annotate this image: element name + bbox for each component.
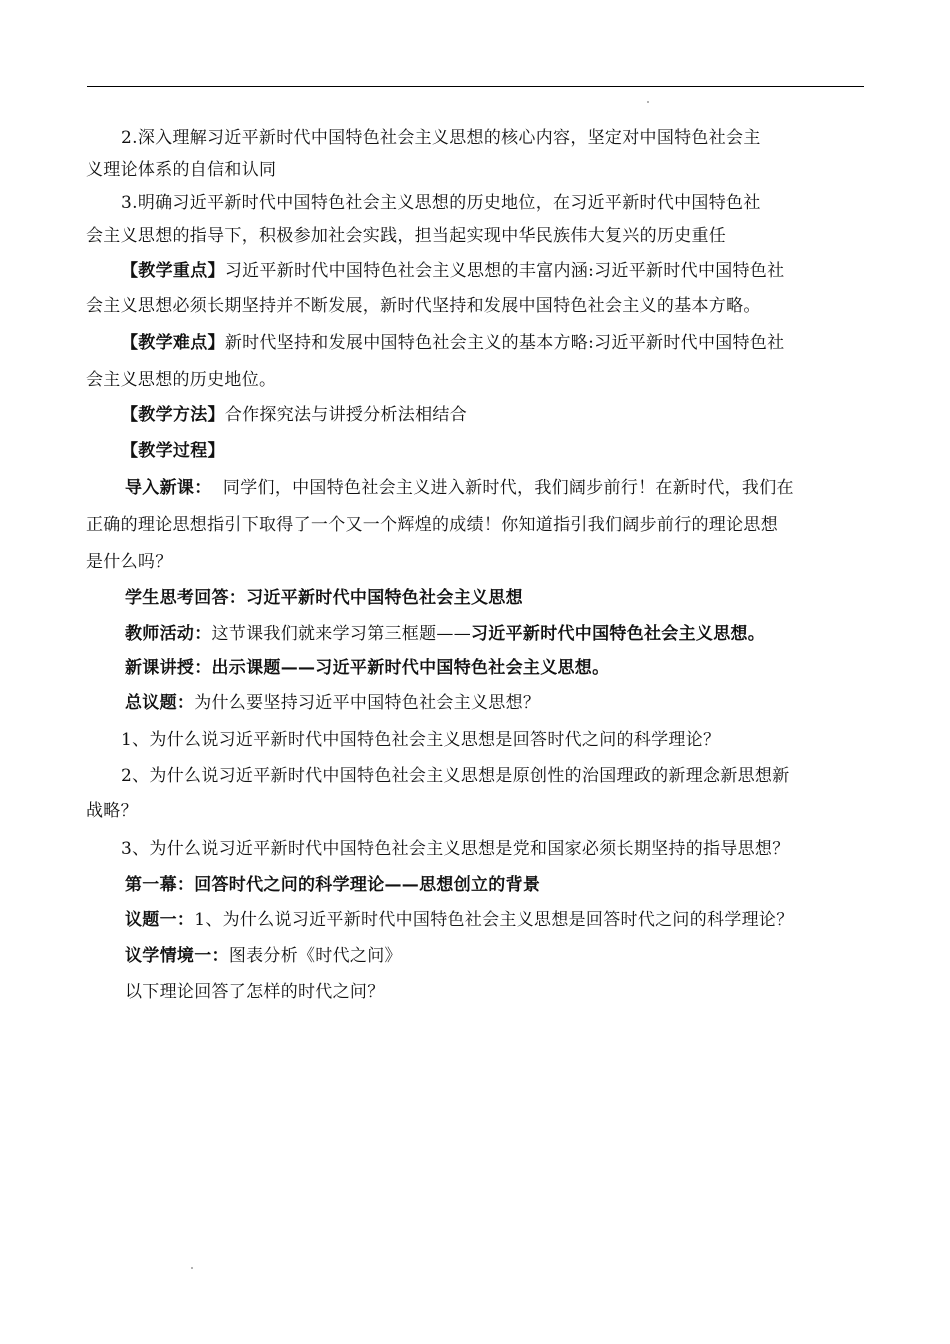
objective-2-line-1: 2.深入理解习近平新时代中国特色社会主义思想的核心内容，坚定对中国特色社会主 <box>121 128 761 148</box>
question-prompt: 以下理论回答了怎样的时代之问？ <box>125 982 385 1002</box>
topic-one-line <box>125 909 794 931</box>
difficulties-text: 新时代坚持和发展中国特色社会主义的基本方略:习近平新时代中国特色社 <box>224 333 785 353</box>
scenario-one-line <box>125 945 402 967</box>
student-answer-line <box>125 587 523 609</box>
intro-text: 同学们，中国特色社会主义进入新时代，我们阔步前行！在新时代，我们在 <box>222 478 794 498</box>
objective-3-line-1: 3.明确习近平新时代中国特色社会主义思想的历史地位，在习近平新时代中国特色社 <box>121 193 761 213</box>
question-3: 3、为什么说习近平新时代中国特色社会主义思想是党和国家必须长期坚持的指导思想？ <box>121 839 790 859</box>
difficulties-line-2: 会主义思想的历史地位。 <box>86 370 277 390</box>
teacher-activity-text: 这节课我们就来学习第三框题—— <box>211 624 471 644</box>
objective-3-line-2: 会主义思想的指导下，积极参加社会实践，担当起实现中华民族伟大复兴的历史重任 <box>86 226 727 246</box>
scan-speck <box>191 1267 193 1269</box>
difficulties-label: 【教学难点】 <box>121 333 225 353</box>
question-1: 1、为什么说习近平新时代中国特色社会主义思想是回答时代之问的科学理论？ <box>121 730 721 750</box>
methods-text: 合作探究法与讲授分析法相结合 <box>224 405 468 425</box>
main-topic-label: 总议题： <box>125 693 195 713</box>
scenario-one-text: 图表分析《时代之问》 <box>228 946 402 966</box>
intro-line-1 <box>125 477 794 499</box>
topic-one-text: 1、为什么说习近平新时代中国特色社会主义思想是回答时代之问的科学理论？ <box>194 910 794 930</box>
methods-line <box>121 404 467 426</box>
teacher-activity-label: 教师活动： <box>125 624 212 644</box>
scenario-one-label: 议学情境一： <box>125 946 229 966</box>
difficulties-line-1 <box>121 332 784 354</box>
scan-speck <box>647 101 649 103</box>
intro-line-3: 是什么吗？ <box>86 552 173 572</box>
intro-line-2: 正确的理论思想指引下取得了一个又一个辉煌的成绩！你知道指引我们阔步前行的理论思想 <box>86 515 778 535</box>
key-points-text: 习近平新时代中国特色社会主义思想的丰富内涵:习近平新时代中国特色社 <box>224 261 785 281</box>
teacher-activity-line <box>125 623 765 645</box>
topic-one-label: 议题一： <box>125 910 195 930</box>
header-rule <box>87 86 864 87</box>
key-points-label: 【教学重点】 <box>121 261 225 281</box>
objective-2-line-2: 义理论体系的自信和认同 <box>86 160 277 180</box>
key-points-line-1 <box>121 260 784 282</box>
main-topic-text: 为什么要坚持习近平中国特色社会主义思想？ <box>194 693 541 713</box>
main-topic-line <box>125 692 540 714</box>
methods-label: 【教学方法】 <box>121 405 225 425</box>
intro-label: 导入新课： <box>125 478 212 498</box>
new-lesson-text: 新课讲授：出示课题——习近平新时代中国特色社会主义思想。 <box>125 658 610 678</box>
process-heading <box>121 440 225 462</box>
key-points-line-2: 会主义思想必须长期坚持并不断发展，新时代坚持和发展中国特色社会主义的基本方略。 <box>86 296 761 316</box>
act-one-text: 第一幕：回答时代之问的科学理论——思想创立的背景 <box>125 875 541 895</box>
teacher-activity-topic: 习近平新时代中国特色社会主义思想。 <box>471 624 766 644</box>
question-2-line-1: 2、为什么说习近平新时代中国特色社会主义思想是原创性的治国理政的新理念新思想新 <box>121 766 790 786</box>
student-answer-text: 学生思考回答：习近平新时代中国特色社会主义思想 <box>125 588 523 608</box>
process-label: 【教学过程】 <box>121 441 225 461</box>
new-lesson-line <box>125 657 609 679</box>
act-one-heading <box>125 874 540 896</box>
question-2-line-2: 战略？ <box>86 801 138 821</box>
